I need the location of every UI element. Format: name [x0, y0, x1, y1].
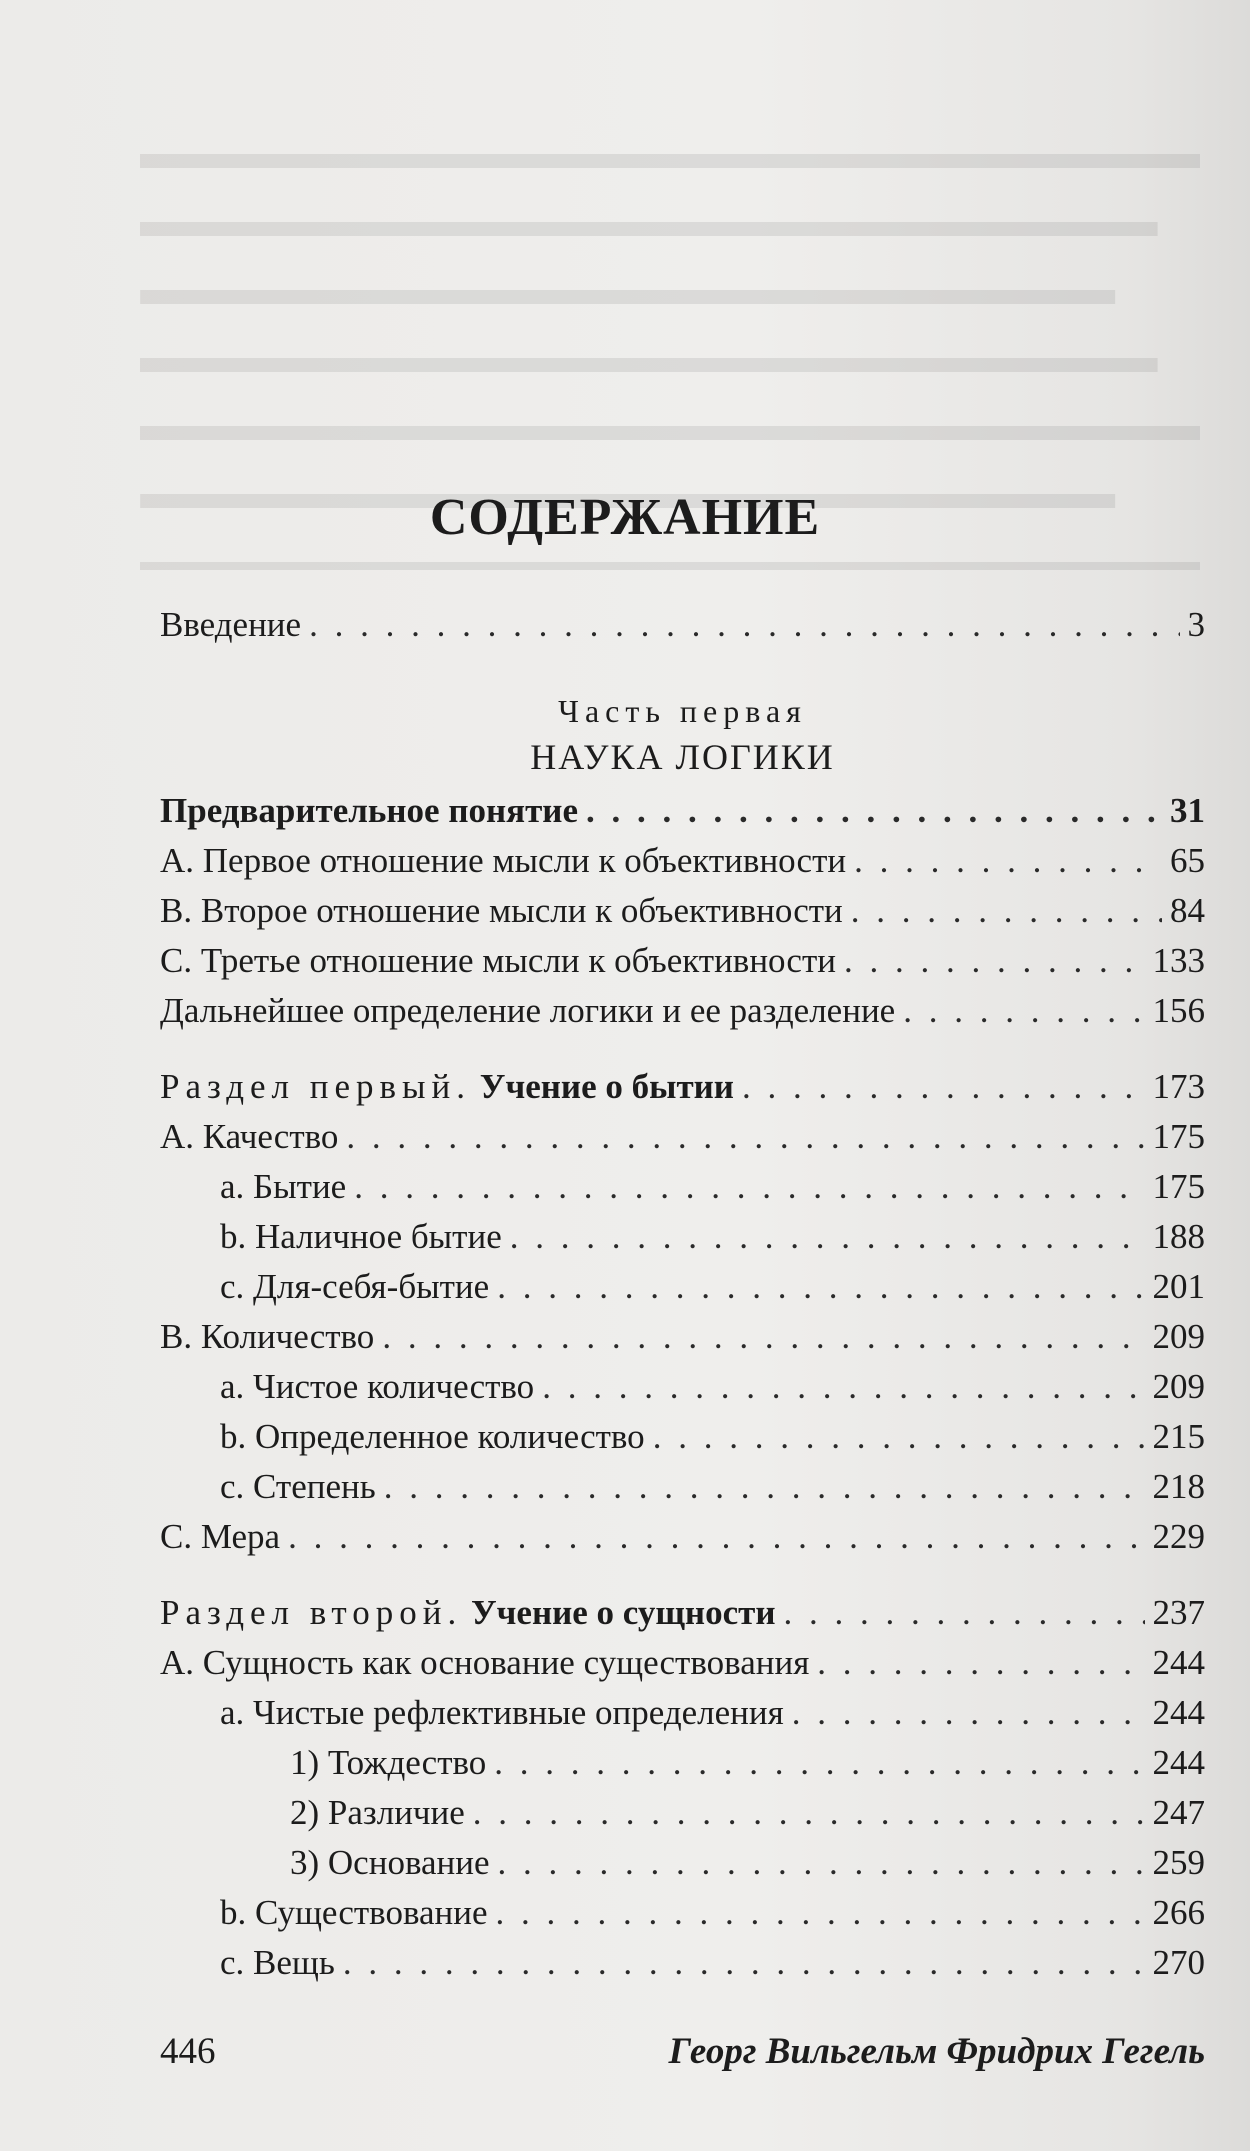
toc-entry-page: 218: [1152, 1467, 1205, 1506]
toc-entry: [160, 1162, 1205, 1212]
leader-dots: [384, 1462, 1145, 1512]
leader-dots: [354, 1162, 1144, 1212]
leader-dots: [343, 1938, 1145, 1988]
toc-entry: [160, 786, 1205, 836]
leader-dots: [742, 1062, 1145, 1112]
toc-entry: [160, 1838, 1205, 1888]
leader-dots: [586, 786, 1162, 836]
toc-entry-page: 3: [1187, 605, 1205, 644]
section-title: Учение о сущности: [470, 1593, 776, 1632]
toc-entry-label: A. Сущность как основание существования: [160, 1643, 810, 1682]
toc-entry-page: 175: [1152, 1117, 1205, 1156]
toc-entry-label: A. Первое отношение мысли к объективности: [160, 841, 847, 880]
toc-entry-page: 133: [1152, 941, 1205, 980]
toc-entry: [160, 1312, 1205, 1362]
toc-entry: [160, 1112, 1205, 1162]
toc-entry-page: 244: [1152, 1743, 1205, 1782]
leader-dots: [496, 1888, 1145, 1938]
toc-entry-label: a. Чистое количество: [220, 1367, 535, 1406]
toc-entry-label: Предварительное понятие: [160, 791, 578, 830]
leader-dots: [817, 1638, 1144, 1688]
toc-entry: [160, 1362, 1205, 1412]
leader-dots: [382, 1312, 1144, 1362]
toc-entry-page: 31: [1170, 791, 1205, 830]
toc-entry-page: 215: [1152, 1417, 1205, 1456]
toc-entry-page: 209: [1152, 1367, 1205, 1406]
toc-entry: [160, 1512, 1205, 1562]
toc-entry-page: 201: [1152, 1267, 1205, 1306]
toc-entry-label: Введение: [160, 605, 302, 644]
toc-entry-label: B. Количество: [160, 1317, 375, 1356]
toc-entry-label: c. Для-себя-бытие: [220, 1267, 490, 1306]
part-label: Часть первая: [558, 693, 807, 729]
leader-dots: [497, 1262, 1144, 1312]
toc-entry: [160, 986, 1205, 1036]
section1-list: [160, 1112, 1205, 1562]
toc-entry: [160, 1738, 1205, 1788]
toc-entry-label: C. Мера: [160, 1517, 281, 1556]
page-title: СОДЕРЖАНИЕ: [429, 489, 821, 546]
toc-entry-label: c. Степень: [220, 1467, 376, 1506]
toc-entry-page: 229: [1152, 1517, 1205, 1556]
toc-entry-page: 237: [1152, 1593, 1205, 1632]
toc-entry-label: a. Бытие: [220, 1167, 347, 1206]
toc-entry: [160, 1412, 1205, 1462]
section-prefix: Раздел второй.: [160, 1593, 463, 1632]
leader-dots: [498, 1838, 1145, 1888]
toc-entry-label: c. Вещь: [220, 1943, 335, 1982]
section-prefix: Раздел первый.: [160, 1067, 472, 1106]
toc-entry-label: b. Наличное бытие: [220, 1217, 502, 1256]
leader-dots: [473, 1788, 1145, 1838]
leader-dots: [288, 1512, 1144, 1562]
toc-entry-page: 266: [1152, 1893, 1205, 1932]
toc-entry: [160, 836, 1205, 886]
leader-dots: [854, 836, 1162, 886]
leader-dots: [542, 1362, 1144, 1412]
section-heading-1: [160, 1062, 1205, 1112]
leader-dots: [851, 886, 1162, 936]
toc-entry: [160, 1788, 1205, 1838]
toc-entry: [160, 1938, 1205, 1988]
toc-entry: [160, 1638, 1205, 1688]
section-title: Учение о бытии: [479, 1067, 734, 1106]
leader-dots: [844, 936, 1145, 986]
part-name: НАУКА ЛОГИКИ: [530, 737, 835, 777]
running-author: Георг Вильгельм Фридрих Гегель: [668, 2031, 1205, 2072]
toc-entry-page: 173: [1152, 1067, 1205, 1106]
leader-dots: [784, 1588, 1145, 1638]
toc-entry-label: 1) Тождество: [290, 1743, 487, 1782]
toc-entry-page: 244: [1152, 1693, 1205, 1732]
toc-entry-label: Дальнейшее определение логики и ее разделение: [160, 991, 896, 1030]
toc-entry: [160, 1212, 1205, 1262]
toc-entry-page: 209: [1152, 1317, 1205, 1356]
page-number: 446: [160, 2031, 216, 2072]
toc-entry: [160, 936, 1205, 986]
toc-entry-label: b. Определенное количество: [220, 1417, 645, 1456]
toc-entry-page: 244: [1152, 1643, 1205, 1682]
toc-entry-page: 259: [1152, 1843, 1205, 1882]
toc-entry: [160, 1462, 1205, 1512]
section-heading-2: [160, 1588, 1205, 1638]
section2-list: [160, 1638, 1205, 1988]
leader-dots: [653, 1412, 1145, 1462]
toc-entry-label: a. Чистые рефлективные определения: [220, 1693, 784, 1732]
prelim-list: [160, 786, 1205, 1036]
toc-entry-page: 65: [1170, 841, 1205, 880]
toc-entry-page: 247: [1152, 1793, 1205, 1832]
toc-entry-page: 188: [1152, 1217, 1205, 1256]
toc-entry-label: B. Второе отношение мысли к объективности: [160, 891, 843, 930]
toc-entry-label: b. Существование: [220, 1893, 488, 1932]
toc-entry: [160, 1262, 1205, 1312]
toc-entry-label: C. Третье отношение мысли к объективности: [160, 941, 836, 980]
leader-dots: [903, 986, 1144, 1036]
page-footer: [160, 2030, 1205, 2073]
toc-entry: [160, 1688, 1205, 1738]
toc-entry-label: 2) Различие: [290, 1793, 465, 1832]
toc-entry-page: 84: [1170, 891, 1205, 930]
toc-entry-label: 3) Основание: [290, 1843, 490, 1882]
toc-entry-intro: [160, 600, 1205, 650]
toc-entry-page: 156: [1152, 991, 1205, 1030]
leader-dots: [494, 1738, 1144, 1788]
leader-dots: [792, 1688, 1145, 1738]
toc-entry-page: 175: [1152, 1167, 1205, 1206]
toc-entry: [160, 1888, 1205, 1938]
leader-dots: [309, 600, 1179, 650]
table-of-contents: [160, 600, 1205, 1988]
toc-entry-page: 270: [1152, 1943, 1205, 1982]
leader-dots: [510, 1212, 1145, 1262]
toc-entry-label: A. Качество: [160, 1117, 339, 1156]
toc-entry: [160, 886, 1205, 936]
leader-dots: [346, 1112, 1144, 1162]
